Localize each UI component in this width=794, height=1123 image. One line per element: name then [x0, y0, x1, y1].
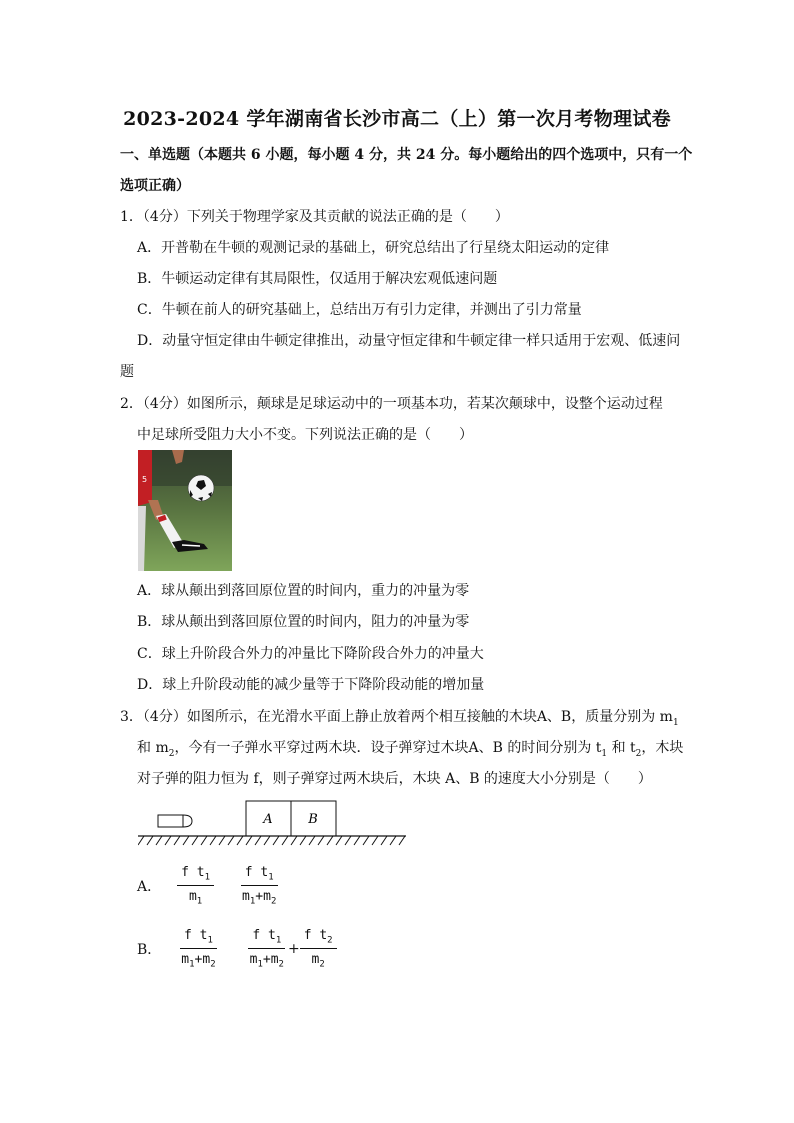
q3-option-b-label: B．: [137, 941, 162, 958]
q3-option-b-frac3: $\frac{f t_2}{m_2}$: [300, 928, 337, 969]
section-heading-line2: 选项正确）: [120, 178, 190, 194]
q2-stem-line1: 2．（4分）如图所示，颠球是足球运动中的一项基本功，若某次颠球中，设整个运动过程: [120, 396, 663, 412]
q3-option-b: [137, 928, 337, 969]
q3-option-b-frac1: $\frac{f t_1}{m_1+m_2}$: [181, 928, 216, 970]
q3-option-b-frac2: $\frac{f t_1}{m_1+m_2}$: [249, 928, 284, 970]
block-a-label: A: [263, 812, 273, 827]
ground-hatching: [138, 836, 405, 845]
block-b-label: B: [308, 812, 318, 827]
svg-text:5: 5: [142, 475, 148, 484]
soccer-juggling-photo: [138, 450, 232, 571]
q3-stem-line1: [120, 708, 679, 732]
q1-option-b: B．牛顿运动定律有其局限性，仅适用于解决宏观低速问题: [137, 271, 498, 287]
page-title: 2023-2024 学年湖南省长沙市高二（上）第一次月考物理试卷: [123, 108, 671, 130]
q3-stem-line1-text: 3．（4分）如图所示，在光滑水平面上静止放着两个相互接触的木块A、B，质量分别为 m: [120, 709, 673, 725]
q1-stem: 1．（4分）下列关于物理学家及其贡献的说法正确的是（ ）: [120, 209, 509, 225]
q2-stem-line2: 中足球所受阻力大小不变。下列说法正确的是（ ）: [137, 427, 473, 443]
q3-option-a-frac2: $\frac{f t_1}{m_1+m_2}$: [242, 865, 277, 907]
q1-option-a: A．开普勒在牛顿的观测记录的基础上，研究总结出了行星绕太阳运动的定律: [137, 240, 610, 256]
q3-stem-line2-a: 和 m: [137, 740, 169, 756]
q3-sub-t2: 2: [635, 748, 642, 759]
q2-option-c: C．球上升阶段合外力的冲量比下降阶段合外力的冲量大: [137, 646, 484, 662]
q3-stem-line2: [137, 739, 683, 763]
q2-option-b: B．球从颠出到落回原位置的时间内，阻力的冲量为零: [137, 614, 470, 630]
q3-option-b-sum: $\frac{f t_1}{m_1+m_2}$ + $\frac{f t_2}{m_2}$: [246, 928, 337, 969]
q3-sub-m1: 1: [672, 717, 679, 728]
q2-option-d: D．球上升阶段动能的减少量等于下降阶段动能的增加量: [137, 677, 485, 693]
q1-option-d-line2: 题: [120, 364, 134, 380]
q1-option-d-line1: D．动量守恒定律由牛顿定律推出，动量守恒定律和牛顿定律一样只适用于宏观、低速问: [137, 333, 681, 349]
q3-option-a-label: A．: [137, 878, 162, 895]
q3-option-a-frac1: $\frac{f t_1}{m_1}$: [177, 865, 214, 906]
q3-sub-t1: 1: [601, 748, 608, 759]
q3-stem-line2-d: ，木块: [641, 740, 684, 756]
q3-stem-line3: 对子弹的阻力恒为 f，则子弹穿过两木块后，木块 A、B 的速度大小分别是（ ）: [137, 771, 652, 787]
q2-option-a: A．球从颠出到落回原位置的时间内，重力的冲量为零: [137, 583, 470, 599]
q3-sub-m2: 2: [168, 748, 175, 759]
q3-stem-line2-c: 和 t: [607, 740, 636, 756]
section-heading-line1: 一、单选题（本题共 6 小题，每小题 4 分，共 24 分。每小题给出的四个选项中，只有一个: [120, 147, 693, 163]
q3-option-a: [137, 865, 280, 906]
q1-option-c: C．牛顿在前人的研究基础上，总结出万有引力定律，并测出了引力常量: [137, 302, 582, 318]
bullet-blocks-diagram: [138, 797, 408, 853]
q3-stem-line2-b: ，今有一子弹水平穿过两木块．设子弹穿过木块A、B 的时间分别为 t: [174, 740, 602, 756]
bullet-shape: [158, 815, 192, 827]
